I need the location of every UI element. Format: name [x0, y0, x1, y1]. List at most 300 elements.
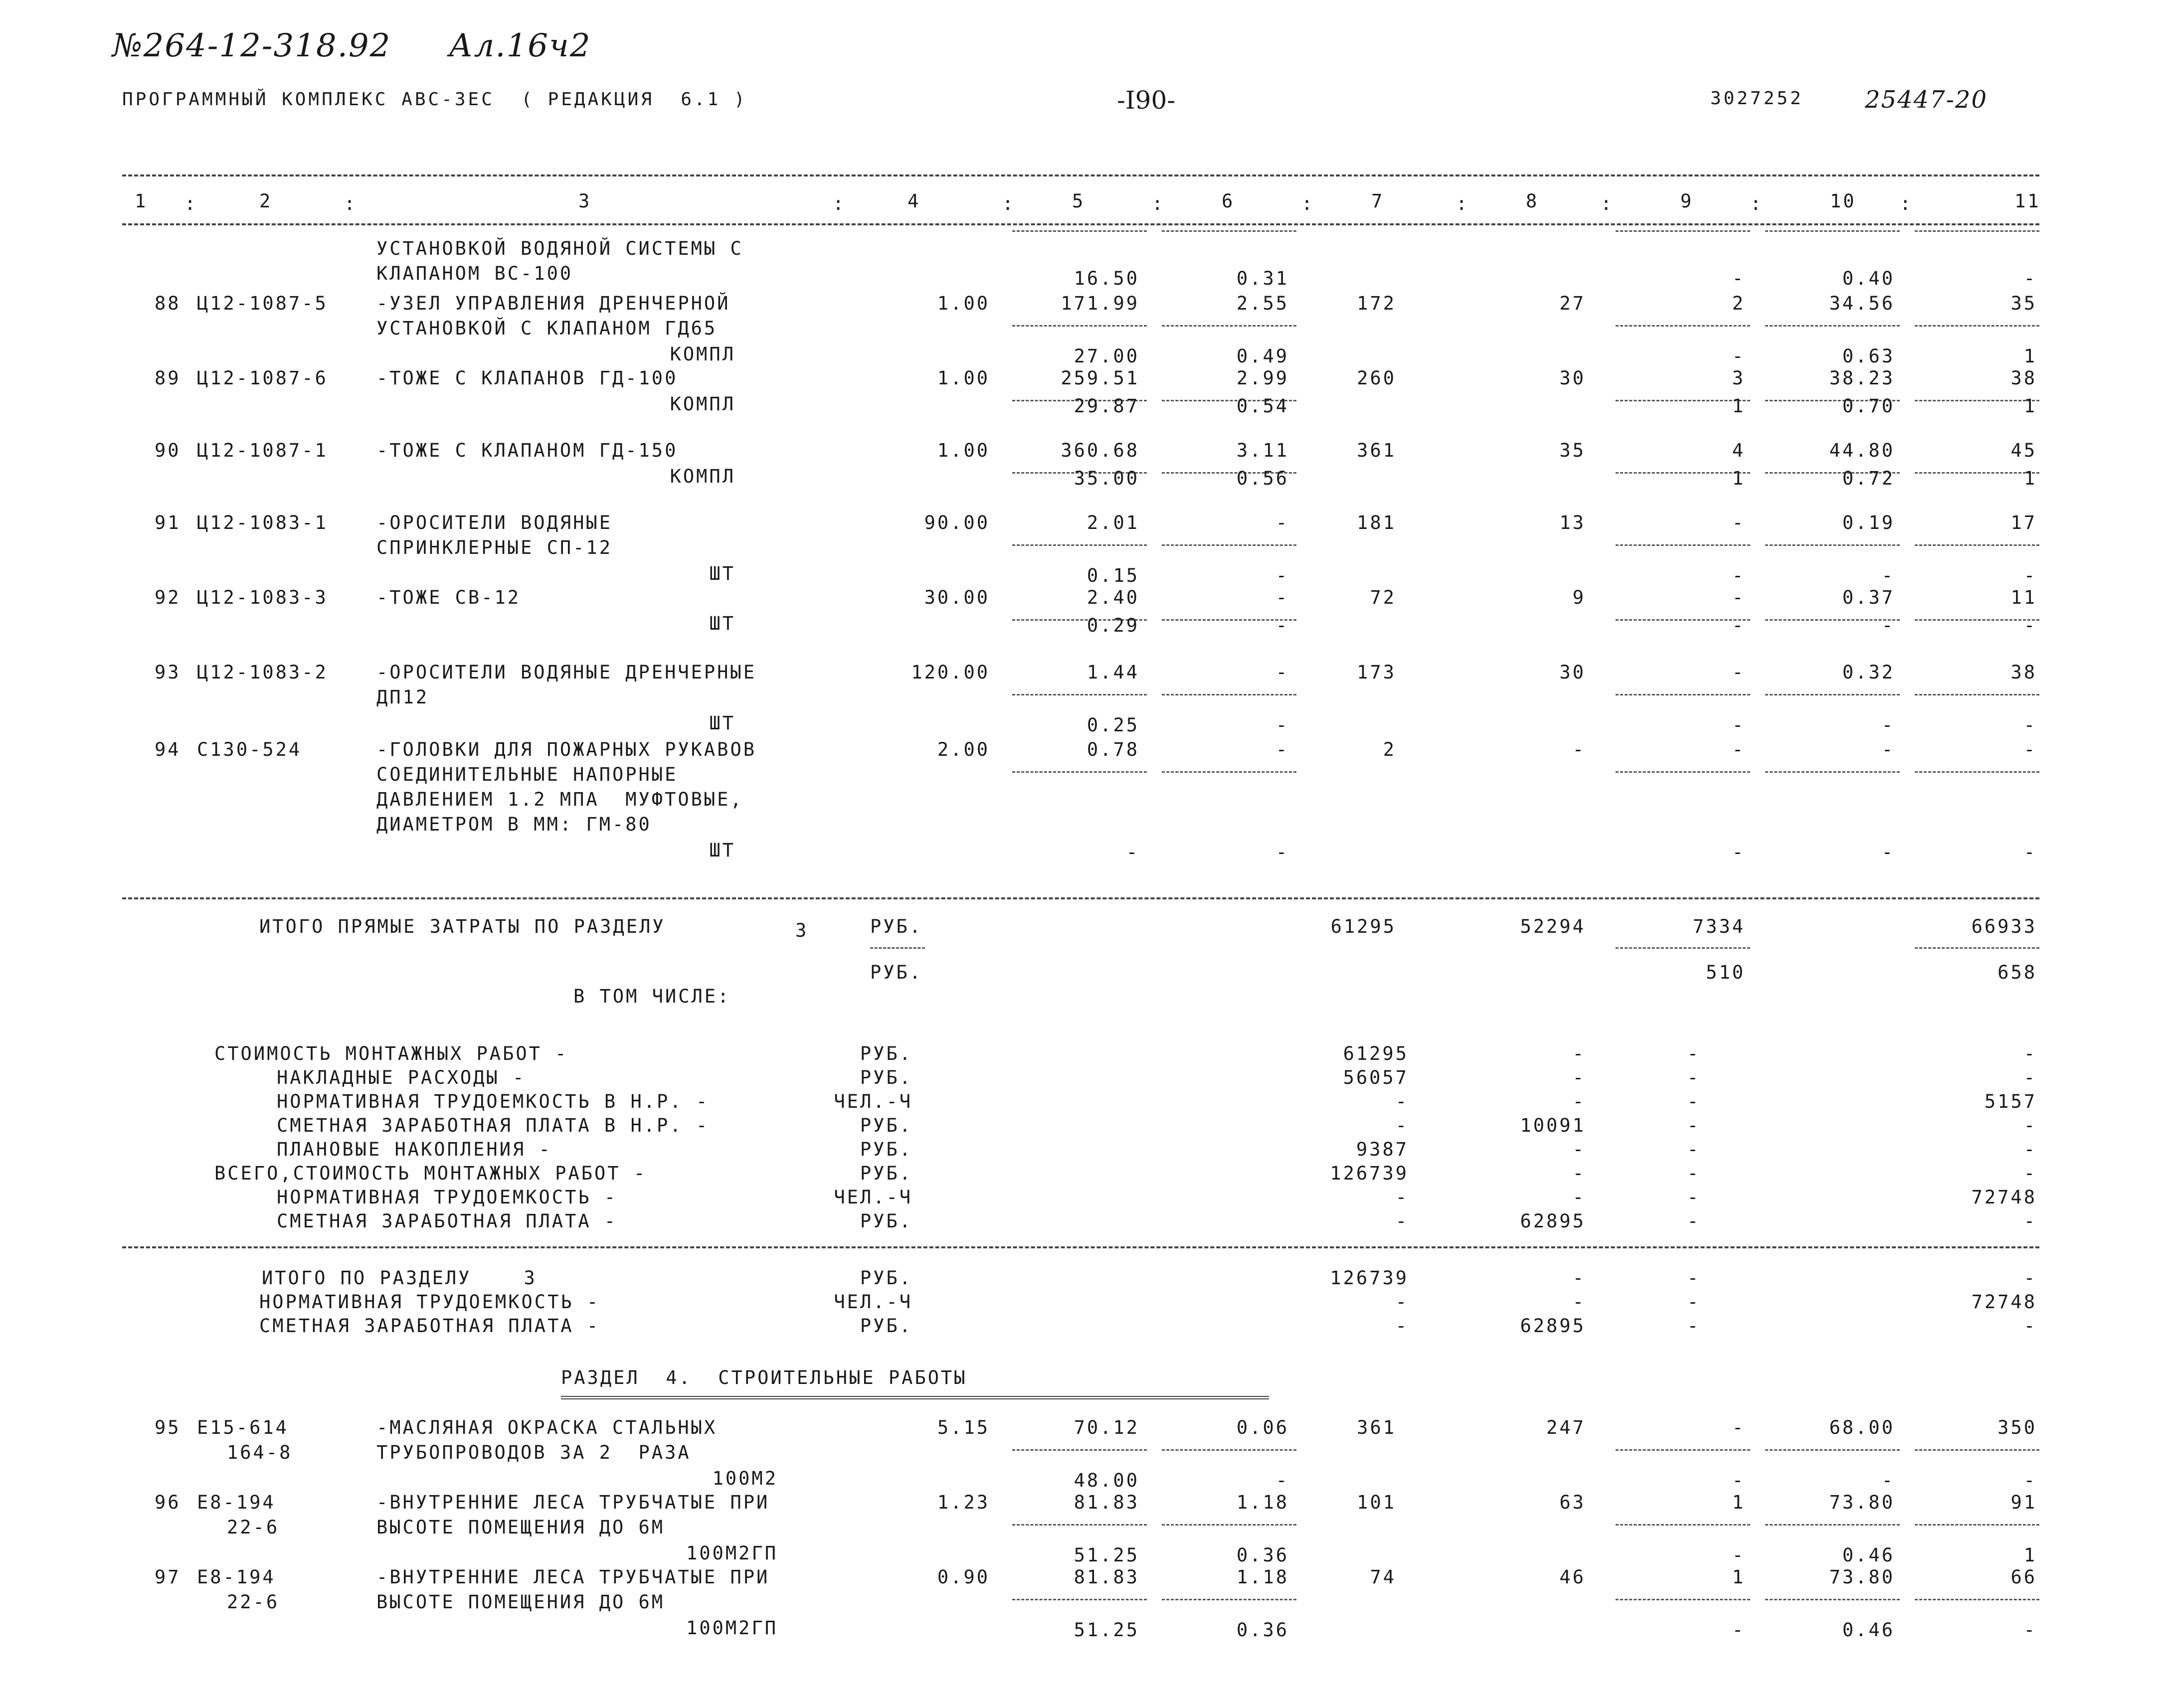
- row-number: 93: [155, 662, 181, 683]
- unit-cost-machines: -: [1275, 512, 1289, 533]
- labor-machines-total: -: [2023, 268, 2037, 289]
- unit-machine-wages: -: [1275, 1470, 1289, 1491]
- rate-code: Е15-614: [197, 1417, 289, 1438]
- sub-rule-labor: [1765, 230, 1900, 232]
- handwritten-code: 25447-20: [1865, 86, 1988, 114]
- machine-wages-total: -: [1732, 615, 1745, 636]
- section-total-unit: ЧЕЛ.-Ч: [834, 1291, 912, 1313]
- sub-rule-labor: [1765, 544, 1900, 546]
- total-wages: 30: [1559, 367, 1586, 389]
- section-4-title: РАЗДЕЛ 4. СТРОИТЕЛЬНЫЕ РАБОТЫ: [561, 1367, 967, 1388]
- labor-total: 11: [2010, 587, 2037, 608]
- including-label: В ТОМ ЧИСЛЕ:: [573, 986, 731, 1007]
- labor-per-unit: 34.56: [1829, 293, 1895, 314]
- row-number: 92: [155, 587, 181, 608]
- sub-rule-machines: [1616, 1599, 1750, 1600]
- unit-cost-machines: 1.18: [1236, 1492, 1289, 1513]
- unit-cost-total: 81.83: [1074, 1492, 1139, 1513]
- column-number-11: 11: [2014, 190, 2041, 212]
- quantity: 30.00: [924, 587, 990, 608]
- row-number: 95: [155, 1417, 181, 1438]
- rate-code-secondary: 22-6: [227, 1517, 280, 1538]
- labor-machines-total: -: [2023, 1619, 2037, 1641]
- sub-rule-machines: [1616, 947, 1750, 949]
- row-number: 90: [155, 440, 181, 461]
- unit-machine-wages: 0.36: [1236, 1619, 1289, 1641]
- column-header-rule: [122, 223, 2039, 225]
- labor-machines-per-unit: -: [1881, 1470, 1895, 1491]
- item-description: -ОРОСИТЕЛИ ВОДЯНЫЕ ДРЕНЧЕРНЫЕ: [376, 662, 757, 683]
- labor-machines-total: 1: [2023, 395, 2037, 417]
- section-total-unit: РУБ.: [860, 1267, 912, 1289]
- column-separator: :: [1456, 193, 1469, 214]
- breakdown-labor: -: [2023, 1163, 2037, 1184]
- column-separator: :: [1152, 193, 1165, 214]
- breakdown-machines: -: [1687, 1067, 1700, 1088]
- sub-rule-machines: [1616, 544, 1750, 546]
- handwritten-reference: №264-12-318.92: [112, 27, 391, 64]
- quantity: 120.00: [911, 662, 990, 683]
- column-separator: :: [1301, 193, 1315, 214]
- labor-per-unit: 38.23: [1829, 367, 1895, 389]
- labor-machines-total: -: [2023, 842, 2037, 863]
- labor-machines-per-unit: -: [1881, 565, 1895, 586]
- unit-machine-wages: 0.49: [1236, 345, 1289, 367]
- rate-code: Е8-194: [197, 1492, 276, 1513]
- sub-rule-machines: [1616, 400, 1750, 401]
- sub-rule-machines: [1616, 771, 1750, 773]
- total-machines: -: [1732, 587, 1745, 608]
- rate-code: Ц12-1087-1: [197, 440, 328, 461]
- item-description: СПРИНКЛЕРНЫЕ СП-12: [376, 537, 612, 558]
- labor-total: 350: [1997, 1417, 2037, 1438]
- sub-rule-labor: [1765, 1449, 1900, 1451]
- breakdown-total: -: [1395, 1115, 1409, 1136]
- breakdown-label: НАКЛАДНЫЕ РАСХОДЫ -: [277, 1067, 526, 1088]
- labor-total: 91: [2010, 1492, 2037, 1513]
- machine-wages-total: -: [1732, 1470, 1745, 1491]
- direct-costs-machines: 7334: [1692, 916, 1745, 937]
- sub-rule-unit-cost: [1012, 1524, 1147, 1526]
- column-separator: :: [1601, 193, 1614, 214]
- handwritten-sheet-number: Ал.16ч2: [449, 27, 591, 64]
- quantity: 1.00: [937, 293, 990, 314]
- rate-code: Ц12-1087-5: [197, 293, 328, 314]
- direct-costs-machine-labor: 658: [1997, 962, 2037, 983]
- labor-total: 35: [2010, 293, 2037, 314]
- total-cost: 260: [1357, 367, 1396, 389]
- unit-cost-machines: -: [1275, 739, 1289, 760]
- sub-rule-machines: [1616, 1449, 1750, 1451]
- column-number-1: 1: [135, 190, 148, 212]
- unit-of-measure: ШТ: [709, 613, 735, 634]
- section-total-rule: [122, 1246, 2039, 1248]
- unit-cost-total: 0.78: [1087, 739, 1139, 760]
- unit-cost-machines: 2.99: [1236, 367, 1289, 389]
- item-description: КЛАПАНОМ ВС-100: [376, 263, 573, 284]
- unit-wages: 51.25: [1074, 1619, 1139, 1641]
- column-separator: :: [1900, 193, 1913, 214]
- breakdown-label: ПЛАНОВЫЕ НАКОПЛЕНИЯ -: [277, 1139, 552, 1160]
- labor-machines-total: 1: [2023, 1544, 2037, 1566]
- unit-machine-wages: 0.31: [1236, 268, 1289, 289]
- breakdown-total: 126739: [1330, 1163, 1409, 1184]
- item-description: ВЫСОТЕ ПОМЕЩЕНИЯ ДО 6М: [376, 1517, 665, 1538]
- breakdown-label: СМЕТНАЯ ЗАРАБОТНАЯ ПЛАТА В Н.Р. -: [277, 1115, 710, 1136]
- rate-code-secondary: 22-6: [227, 1591, 280, 1613]
- labor-machines-per-unit: 0.46: [1842, 1619, 1895, 1641]
- breakdown-total: -: [1395, 1091, 1409, 1112]
- total-wages: 46: [1559, 1566, 1586, 1588]
- sub-rule-machines: [1616, 230, 1750, 232]
- quantity: 0.90: [937, 1566, 990, 1588]
- row-number: 96: [155, 1492, 181, 1513]
- unit-of-measure: ШТ: [709, 712, 735, 734]
- labor-total: -: [2023, 739, 2037, 760]
- labor-total: 45: [2010, 440, 2037, 461]
- labor-machines-per-unit: 0.46: [1842, 1544, 1895, 1566]
- total-wages: 9: [1572, 587, 1586, 608]
- breakdown-wages: 10091: [1520, 1115, 1586, 1136]
- unit-cost-total: 81.83: [1074, 1566, 1139, 1588]
- section-total-labor: -: [2023, 1315, 2037, 1337]
- item-description: ДАВЛЕНИЕМ 1.2 МПА МУФТОВЫЕ,: [376, 789, 743, 810]
- unit-of-measure: КОМПЛ: [670, 466, 735, 487]
- sub-rule-unit-cost: [1162, 1599, 1296, 1600]
- unit-wages: 48.00: [1074, 1470, 1139, 1491]
- breakdown-total: -: [1395, 1187, 1409, 1208]
- breakdown-label: НОРМАТИВНАЯ ТРУДОЕМКОСТЬ -: [277, 1187, 618, 1208]
- sub-rule-unit-cost: [1162, 544, 1296, 546]
- labor-machines-total: -: [2023, 1470, 2037, 1491]
- breakdown-total: 61295: [1343, 1043, 1409, 1064]
- labor-machines-total: 1: [2023, 345, 2037, 367]
- rate-code: Ц12-1083-1: [197, 512, 328, 533]
- sub-rule-labor: [1915, 544, 2039, 546]
- quantity: 1.00: [937, 367, 990, 389]
- breakdown-unit: РУБ.: [860, 1115, 912, 1136]
- section-total-wages: -: [1572, 1267, 1586, 1289]
- breakdown-total: 9387: [1356, 1139, 1409, 1160]
- breakdown-machines: -: [1687, 1043, 1700, 1064]
- breakdown-total: -: [1395, 1210, 1409, 1232]
- breakdown-unit: ЧЕЛ.-Ч: [834, 1091, 912, 1112]
- breakdown-label: ВСЕГО,СТОИМОСТЬ МОНТАЖНЫХ РАБОТ -: [214, 1163, 647, 1184]
- labor-total: 38: [2010, 662, 2037, 683]
- breakdown-labor: 72748: [1971, 1187, 2037, 1208]
- quantity: 90.00: [924, 512, 990, 533]
- labor-machines-total: -: [2023, 615, 2037, 636]
- column-number-3: 3: [578, 190, 592, 212]
- machine-wages-total: 1: [1732, 395, 1745, 417]
- labor-machines-total: 1: [2023, 468, 2037, 489]
- total-wages: 35: [1559, 440, 1586, 461]
- section-total-cost: -: [1395, 1315, 1409, 1337]
- unit-cost-machines: 3.11: [1236, 440, 1289, 461]
- section-total-label: ИТОГО ПО РАЗДЕЛУ 3: [262, 1267, 537, 1289]
- breakdown-machines: -: [1687, 1210, 1700, 1232]
- section-total-label: НОРМАТИВНАЯ ТРУДОЕМКОСТЬ -: [259, 1291, 600, 1313]
- section-total-machines: -: [1687, 1291, 1700, 1313]
- item-description: -ТОЖЕ С КЛАПАНОМ ГД-150: [376, 440, 678, 461]
- total-wages: 13: [1559, 512, 1586, 533]
- machine-wages-total: -: [1732, 345, 1745, 367]
- machine-wages-total: -: [1732, 714, 1745, 736]
- rate-code: Ц12-1087-6: [197, 367, 328, 389]
- direct-costs-labor: 66933: [1971, 916, 2037, 937]
- unit-machine-wages: -: [1275, 842, 1289, 863]
- sub-rule-unit-cost: [1012, 230, 1147, 232]
- labor-per-unit: 73.80: [1829, 1492, 1895, 1513]
- quantity: 1.00: [937, 440, 990, 461]
- sub-rule-labor: [1915, 694, 2039, 695]
- breakdown-label: НОРМАТИВНАЯ ТРУДОЕМКОСТЬ В Н.Р. -: [277, 1091, 710, 1112]
- total-cost: 173: [1357, 662, 1396, 683]
- direct-costs-total: 61295: [1330, 916, 1396, 937]
- unit-cost-total: 259.51: [1061, 367, 1139, 389]
- labor-total: 66: [2010, 1566, 2037, 1588]
- item-description: -ТОЖЕ СВ-12: [376, 587, 521, 608]
- column-number-8: 8: [1526, 190, 1539, 212]
- breakdown-machines: -: [1687, 1091, 1700, 1112]
- column-number-2: 2: [259, 190, 273, 212]
- labor-machines-total: -: [2023, 714, 2037, 736]
- top-rule: [122, 174, 2039, 176]
- page-number: -I90-: [1117, 86, 1176, 115]
- section-total-cost: 126739: [1330, 1267, 1409, 1289]
- item-description: СОЕДИНИТЕЛЬНЫЕ НАПОРНЫЕ: [376, 764, 678, 785]
- column-number-9: 9: [1680, 190, 1694, 212]
- sub-rule-labor: [1915, 1524, 2039, 1526]
- item-description: ДП12: [376, 686, 429, 708]
- unit-of-measure: 100М2ГП: [686, 1617, 778, 1639]
- sub-rule-labor: [1915, 619, 2039, 621]
- column-separator: :: [344, 193, 358, 214]
- item-description: -ТОЖЕ С КЛАПАНОВ ГД-100: [376, 367, 678, 389]
- total-machines: -: [1732, 1417, 1745, 1438]
- row-number: 88: [155, 293, 181, 314]
- direct-costs-wages: 52294: [1520, 916, 1586, 937]
- unit-machine-wages: -: [1275, 565, 1289, 586]
- unit-sub-rule: [870, 947, 925, 949]
- column-number-4: 4: [908, 190, 921, 212]
- sub-rule-machines: [1616, 619, 1750, 621]
- breakdown-wages: -: [1572, 1139, 1586, 1160]
- machine-wages-total: -: [1732, 268, 1745, 289]
- total-cost: 172: [1357, 293, 1396, 314]
- item-description: -ГОЛОВКИ ДЛЯ ПОЖАРНЫХ РУКАВОВ: [376, 739, 757, 760]
- direct-costs-unit-2: РУБ.: [870, 962, 923, 983]
- sub-rule-labor: [1915, 230, 2039, 232]
- labor-per-unit: -: [1881, 739, 1895, 760]
- labor-per-unit: 44.80: [1829, 440, 1895, 461]
- sub-rule-labor: [1765, 325, 1900, 327]
- total-wages: 247: [1546, 1417, 1586, 1438]
- machine-wages-total: -: [1732, 1544, 1745, 1566]
- unit-cost-total: 2.40: [1087, 587, 1139, 608]
- total-cost: 181: [1357, 512, 1396, 533]
- unit-of-measure: КОМПЛ: [670, 343, 735, 365]
- sub-rule-labor: [1915, 947, 2039, 949]
- total-cost: 72: [1370, 587, 1396, 608]
- item-description: -МАСЛЯНАЯ ОКРАСКА СТАЛЬНЫХ: [376, 1417, 718, 1438]
- breakdown-wages: -: [1572, 1163, 1586, 1184]
- unit-machine-wages: 0.54: [1236, 395, 1289, 417]
- sub-rule-labor: [1915, 400, 2039, 401]
- rate-code: С130-524: [197, 739, 302, 760]
- breakdown-unit: РУБ.: [860, 1210, 912, 1232]
- total-wages: 30: [1559, 662, 1586, 683]
- unit-of-measure: КОМПЛ: [670, 393, 735, 415]
- labor-machines-total: -: [2023, 565, 2037, 586]
- direct-costs-section: 3: [795, 920, 809, 941]
- direct-costs-machine-wages: 510: [1706, 962, 1745, 983]
- unit-wages: 35.00: [1074, 468, 1139, 489]
- section-total-wages: 62895: [1520, 1315, 1586, 1337]
- unit-wages: 0.25: [1087, 714, 1139, 736]
- breakdown-machines: -: [1687, 1187, 1700, 1208]
- unit-cost-total: 171.99: [1061, 293, 1139, 314]
- rate-code: Ц12-1083-2: [197, 662, 328, 683]
- quantity: 2.00: [937, 739, 990, 760]
- sub-rule-labor: [1765, 1524, 1900, 1526]
- total-machines: 1: [1732, 1492, 1745, 1513]
- section-total-cost: -: [1395, 1291, 1409, 1313]
- item-description: ВЫСОТЕ ПОМЕЩЕНИЯ ДО 6М: [376, 1591, 665, 1613]
- breakdown-machines: -: [1687, 1115, 1700, 1136]
- column-separator: :: [1002, 193, 1016, 214]
- labor-per-unit: 68.00: [1829, 1417, 1895, 1438]
- breakdown-unit: ЧЕЛ.-Ч: [834, 1187, 912, 1208]
- sub-rule-machines: [1616, 472, 1750, 474]
- section-total-labor: -: [2023, 1267, 2037, 1289]
- sub-rule-labor: [1915, 1599, 2039, 1600]
- labor-machines-per-unit: -: [1881, 615, 1895, 636]
- quantity: 1.23: [937, 1492, 990, 1513]
- breakdown-machines: -: [1687, 1163, 1700, 1184]
- rate-code: Е8-194: [197, 1566, 276, 1588]
- breakdown-wages: 62895: [1520, 1210, 1586, 1232]
- sub-rule-unit-cost: [1012, 771, 1147, 773]
- total-wages: -: [1572, 739, 1586, 760]
- breakdown-labor: -: [2023, 1067, 2037, 1088]
- sub-rule-unit-cost: [1162, 694, 1296, 695]
- total-machines: 4: [1732, 440, 1745, 461]
- unit-of-measure: ШТ: [709, 563, 735, 584]
- breakdown-labor: -: [2023, 1210, 2037, 1232]
- sub-rule-machines: [1616, 694, 1750, 695]
- unit-cost-machines: 0.06: [1236, 1417, 1289, 1438]
- labor-per-unit: 0.19: [1842, 512, 1895, 533]
- sub-rule-labor: [1765, 619, 1900, 621]
- breakdown-label: СТОИМОСТЬ МОНТАЖНЫХ РАБОТ -: [214, 1043, 568, 1064]
- section-4-underline: [561, 1396, 1269, 1399]
- unit-wages: 27.00: [1074, 345, 1139, 367]
- sub-rule-labor: [1915, 771, 2039, 773]
- column-separator: :: [1750, 193, 1764, 214]
- unit-of-measure: 100М2: [712, 1468, 778, 1489]
- breakdown-unit: РУБ.: [860, 1043, 912, 1064]
- labor-machines-per-unit: -: [1881, 842, 1895, 863]
- row-number: 94: [155, 739, 181, 760]
- total-machines: 2: [1732, 293, 1745, 314]
- total-wages: 63: [1559, 1492, 1586, 1513]
- unit-cost-total: 360.68: [1061, 440, 1139, 461]
- machine-wages-total: 1: [1732, 468, 1745, 489]
- rate-code: Ц12-1083-3: [197, 587, 328, 608]
- sub-rule-unit-cost: [1012, 325, 1147, 327]
- machine-wages-total: -: [1732, 842, 1745, 863]
- total-cost: 74: [1370, 1566, 1396, 1588]
- unit-wages: -: [1126, 842, 1139, 863]
- breakdown-wages: -: [1572, 1187, 1586, 1208]
- unit-of-measure: 100М2ГП: [686, 1542, 778, 1564]
- row-number: 89: [155, 367, 181, 389]
- column-number-5: 5: [1072, 190, 1086, 212]
- unit-wages: 51.25: [1074, 1544, 1139, 1566]
- sub-rule-unit-cost: [1012, 694, 1147, 695]
- unit-wages: 16.50: [1074, 268, 1139, 289]
- total-machines: 3: [1732, 367, 1745, 389]
- total-cost: 101: [1357, 1492, 1396, 1513]
- breakdown-wages: -: [1572, 1067, 1586, 1088]
- sub-rule-unit-cost: [1162, 230, 1296, 232]
- unit-cost-machines: 1.18: [1236, 1566, 1289, 1588]
- sub-rule-machines: [1616, 1524, 1750, 1526]
- labor-total: 17: [2010, 512, 2037, 533]
- breakdown-total: 56057: [1343, 1067, 1409, 1088]
- sub-rule-labor: [1915, 325, 2039, 327]
- section-total-labor: 72748: [1971, 1291, 2037, 1313]
- unit-wages: 0.15: [1087, 565, 1139, 586]
- unit-cost-total: 1.44: [1087, 662, 1139, 683]
- labor-machines-per-unit: 0.70: [1842, 395, 1895, 417]
- section-total-unit: РУБ.: [860, 1315, 912, 1337]
- sub-rule-unit-cost: [1162, 771, 1296, 773]
- labor-total: 38: [2010, 367, 2037, 389]
- machine-wages-total: -: [1732, 1619, 1745, 1641]
- breakdown-unit: РУБ.: [860, 1139, 912, 1160]
- sub-rule-unit-cost: [1012, 1449, 1147, 1451]
- item-description: УСТАНОВКОЙ ВОДЯНОЙ СИСТЕМЫ С: [376, 238, 743, 259]
- sub-rule-labor: [1915, 472, 2039, 474]
- breakdown-wages: -: [1572, 1043, 1586, 1064]
- section-total-machines: -: [1687, 1315, 1700, 1337]
- column-separator: :: [184, 193, 198, 214]
- unit-machine-wages: 0.36: [1236, 1544, 1289, 1566]
- sub-rule-unit-cost: [1162, 1449, 1296, 1451]
- sub-rule-unit-cost: [1162, 1524, 1296, 1526]
- unit-machine-wages: -: [1275, 714, 1289, 736]
- document-code: 3027252: [1710, 88, 1804, 109]
- labor-per-unit: 0.37: [1842, 587, 1895, 608]
- item-description: ТРУБОПРОВОДОВ ЗА 2 РАЗА: [376, 1442, 691, 1463]
- labor-per-unit: 73.80: [1829, 1566, 1895, 1588]
- total-machines: 1: [1732, 1566, 1745, 1588]
- unit-of-measure: ШТ: [709, 840, 735, 861]
- sub-rule-unit-cost: [1162, 325, 1296, 327]
- total-machines: -: [1732, 662, 1745, 683]
- item-description: ДИАМЕТРОМ В ММ: ГМ-80: [376, 814, 652, 835]
- labor-machines-per-unit: 0.72: [1842, 468, 1895, 489]
- sub-rule-labor: [1765, 694, 1900, 695]
- breakdown-unit: РУБ.: [860, 1163, 912, 1184]
- breakdown-labor: 5157: [1984, 1091, 2037, 1112]
- unit-cost-machines: -: [1275, 587, 1289, 608]
- sub-rule-machines: [1616, 325, 1750, 327]
- labor-machines-per-unit: -: [1881, 714, 1895, 736]
- total-cost: 361: [1357, 1417, 1396, 1438]
